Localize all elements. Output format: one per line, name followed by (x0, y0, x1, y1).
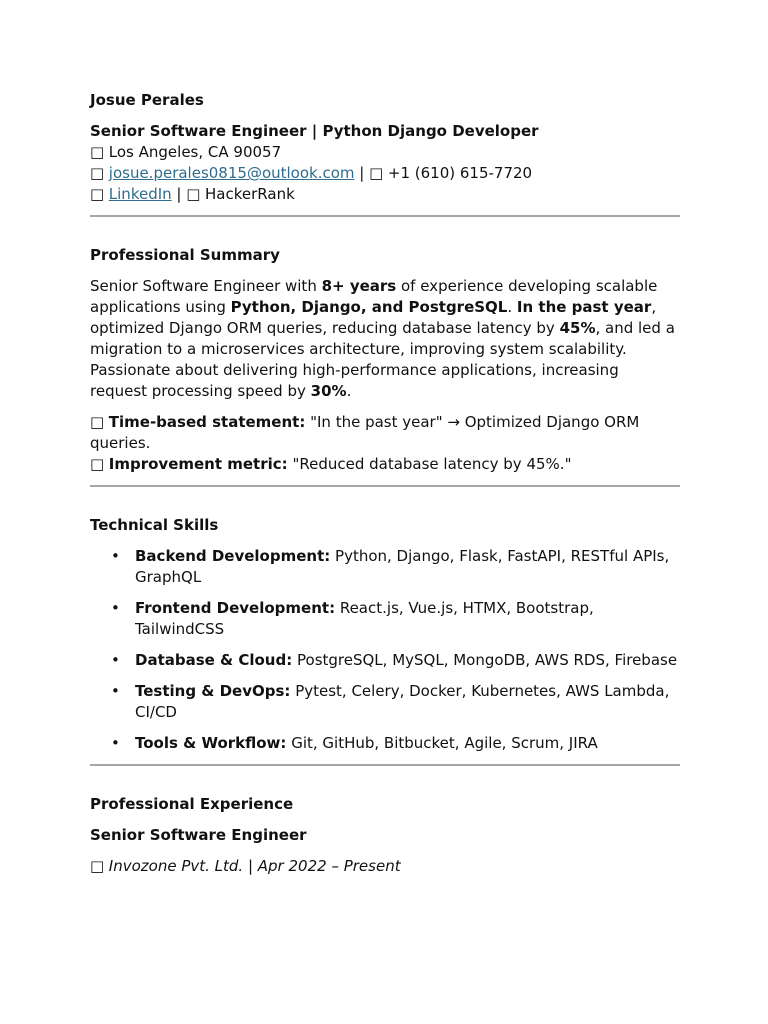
location-line (90, 142, 680, 163)
section-divider (90, 764, 680, 766)
summary-text: , and led a migration to a microservices architecture, improving system scalability. Passionate about delivering high-performance applications, increasing request processing speed by (90, 319, 675, 400)
summary-bold: 8+ years (321, 277, 397, 295)
note-icon: □ (90, 413, 105, 431)
skills-heading: Technical Skills (90, 516, 219, 534)
note-icon: □ (90, 455, 105, 473)
location-icon: □ (90, 143, 105, 161)
linkedin-icon: □ (90, 185, 105, 203)
skill-values: Python, Django, Flask, FastAPI, RESTful APIs, GraphQL (135, 547, 670, 586)
summary-bold: Python, Django, and PostgreSQL (230, 298, 508, 316)
note-label: Improvement metric: (108, 455, 288, 473)
profiles-line (90, 184, 680, 205)
list-item (135, 681, 680, 723)
separator: | (354, 164, 370, 182)
separator: | (171, 185, 187, 203)
skill-category: Tools & Workflow: (135, 734, 287, 752)
summary-text: of experience developing scalable applications using (90, 277, 658, 316)
linkedin-link[interactable]: LinkedIn (108, 185, 172, 203)
candidate-title: Senior Software Engineer | Python Django Developer (90, 122, 539, 140)
list-item (135, 598, 680, 640)
skill-values: React.js, Vue.js, HTMX, Bootstrap, TailwindCSS (135, 599, 594, 638)
list-item (135, 733, 680, 754)
list-item (135, 546, 680, 588)
section-divider (90, 215, 680, 217)
summary-notes (90, 412, 680, 475)
skill-category: Frontend Development: (135, 599, 336, 617)
skill-category: Testing & DevOps: (135, 682, 291, 700)
job-meta-line (90, 856, 680, 877)
phone-icon: □ (369, 164, 384, 182)
candidate-name: Josue Perales (90, 91, 204, 109)
hackerrank-text: HackerRank (205, 185, 295, 203)
summary-text: , optimized Django ORM queries, reducing database latency by (90, 298, 657, 337)
time-statement-note (90, 412, 680, 454)
email-icon: □ (90, 164, 105, 182)
summary-paragraph (90, 276, 680, 402)
summary-bold: In the past year (516, 298, 652, 316)
skill-values: Git, GitHub, Bitbucket, Agile, Scrum, JIRA (286, 734, 598, 752)
phone-text: +1 (610) 615-7720 (387, 164, 533, 182)
summary-text: Senior Software Engineer with (90, 277, 322, 295)
skill-category: Database & Cloud: (135, 651, 293, 669)
skill-category: Backend Development: (135, 547, 331, 565)
company-icon: □ (90, 857, 105, 875)
resume-content (90, 90, 680, 877)
summary-heading: Professional Summary (90, 246, 280, 264)
summary-bold: 30% (310, 382, 347, 400)
skill-values: Pytest, Celery, Docker, Kubernetes, AWS Lambda, CI/CD (135, 682, 670, 721)
experience-heading: Professional Experience (90, 795, 294, 813)
summary-text: . (346, 382, 352, 400)
skills-list (90, 546, 680, 754)
section-divider (90, 485, 680, 487)
job-title: Senior Software Engineer (90, 826, 307, 844)
skill-values: PostgreSQL, MySQL, MongoDB, AWS RDS, Firebase (292, 651, 678, 669)
location-text: Los Angeles, CA 90057 (108, 143, 282, 161)
note-label: Time-based statement: (108, 413, 306, 431)
summary-text: . (507, 298, 517, 316)
job-meta: Invozone Pvt. Ltd. | Apr 2022 – Present (108, 857, 401, 875)
email-link[interactable]: josue.perales0815@outlook.com (108, 164, 355, 182)
contact-line (90, 163, 680, 184)
hackerrank-icon: □ (186, 185, 201, 203)
note-text: "Reduced database latency by 45%." (287, 455, 572, 473)
summary-bold: 45% (559, 319, 596, 337)
list-item (135, 650, 680, 671)
note-text: "In the past year" → Optimized Django ORM queries. (90, 413, 640, 452)
improvement-metric-note (90, 454, 680, 475)
